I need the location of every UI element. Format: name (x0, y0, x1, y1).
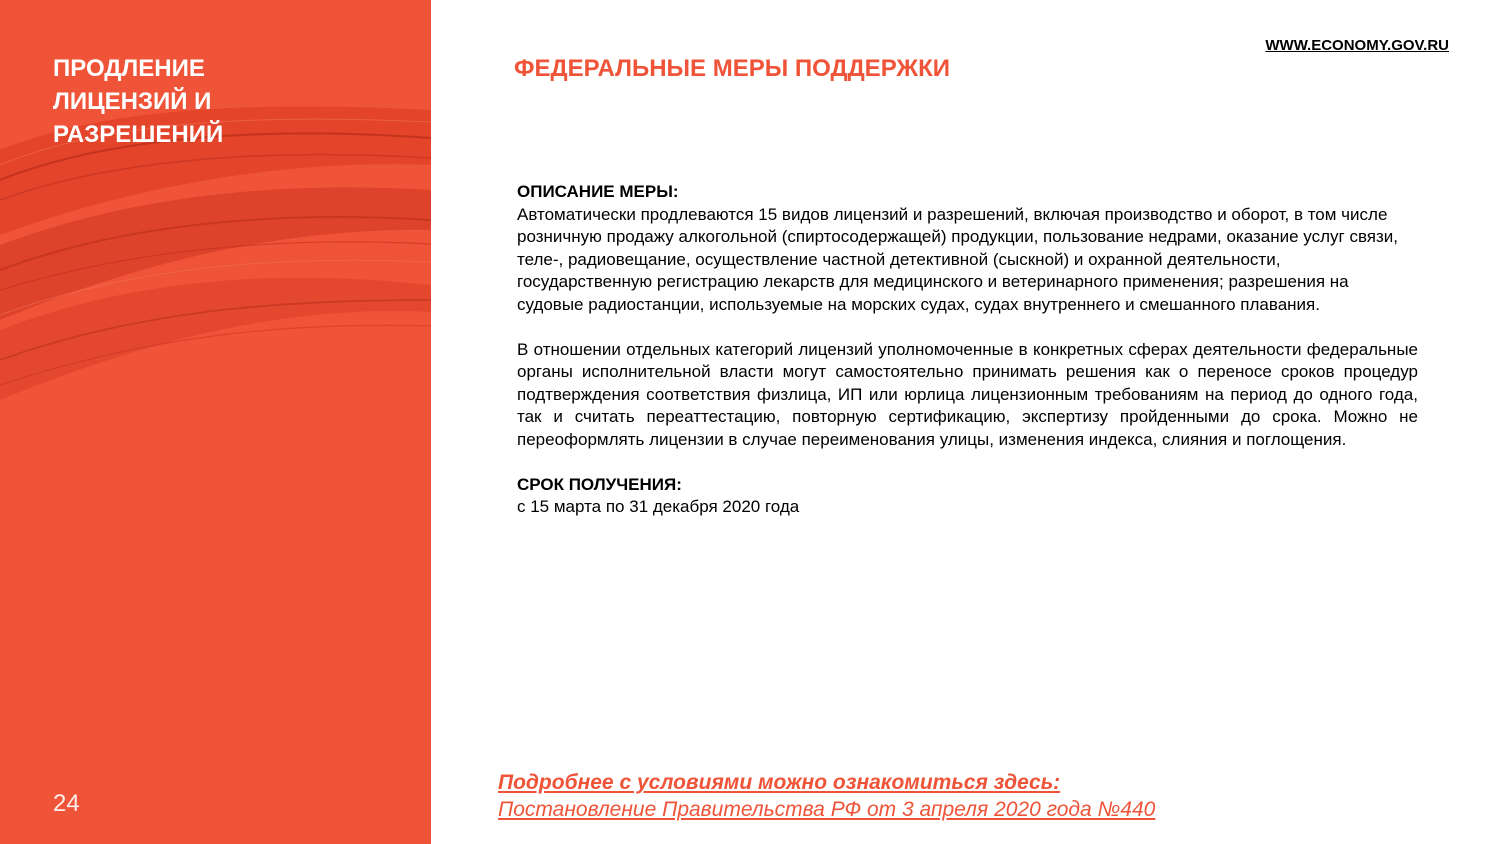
additional-text: В отношении отдельных категорий лицензий уполномоченные в конкретных сферах деятельности федеральные органы исполнительной власти могут самостоятельно принимать решения как о переносе сроков процедур подтверждения соответствия физлица, ИП или юрлица лицензионным требованиям на период до одного года, так и считать переаттестацию, повторную сертификацию, экспертизу пройденными до срока. Можно не переоформлять лицензии в случае переименования улицы, изменения индекса, слияния и поглощения. (517, 339, 1418, 449)
term-label: СРОК ПОЛУЧЕНИЯ: (517, 474, 682, 494)
side-title (53, 52, 353, 151)
side-panel (0, 0, 431, 844)
footer (498, 769, 1155, 823)
content-block (517, 181, 1418, 519)
spacer (517, 451, 1418, 474)
decree-link[interactable]: Постановление Правительства РФ от 3 апреля 2020 года №440 (498, 798, 1156, 821)
site-link[interactable]: WWW.ECONOMY.GOV.RU (1265, 37, 1449, 54)
term-text: с 15 марта по 31 декабря 2020 года (517, 497, 800, 516)
description-text: Автоматически продлеваются 15 видов лицензий и разрешений, включая производство и оборот, в том числе розничную продажу алкогольной (спиртосодержащей) продукции, пользование недрами, оказание услуг связи, теле-, радиовещание, осуществление частной детективной (сыскной) и охранной деятельности, государственную регистрацию лекарств для медицинского и ветеринарного применения; разрешения на судовые радиостанции, используемые на морских судах, судах внутреннего и смешанного плавания. (517, 204, 1399, 314)
main-heading: ФЕДЕРАЛЬНЫЕ МЕРЫ ПОДДЕРЖКИ (514, 55, 950, 82)
side-title-line-1: ПРОДЛЕНИЕ (53, 55, 205, 82)
description-label: ОПИСАНИЕ МЕРЫ: (517, 182, 679, 201)
side-title-line-2: ЛИЦЕНЗИЙ И (53, 88, 212, 115)
footer-intro: Подробнее с условиями можно ознакомиться здесь: (498, 771, 1061, 794)
page-number: 24 (53, 790, 80, 817)
side-title-line-3: РАЗРЕШЕНИЙ (53, 121, 224, 148)
spacer (517, 316, 1418, 339)
